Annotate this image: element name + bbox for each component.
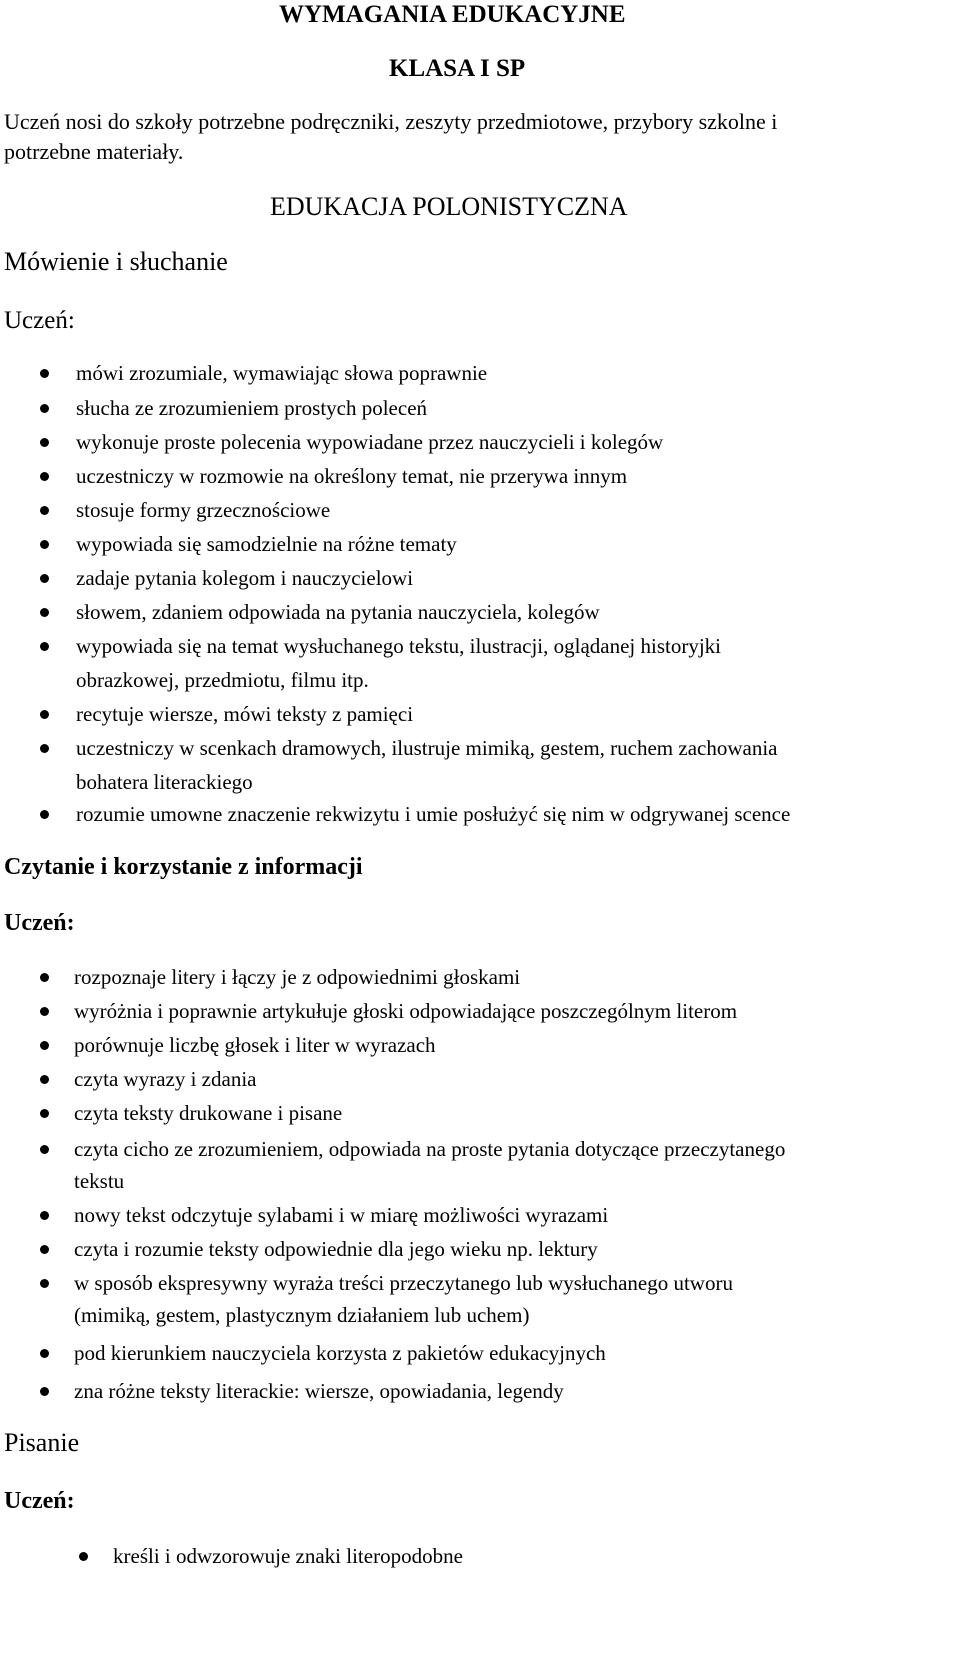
- bullet-icon: [40, 810, 49, 819]
- list-item: wyróżnia i poprawnie artykułuje głoski odpowiadające poszczególnym literom: [74, 999, 738, 1023]
- bullet-icon: [40, 404, 49, 413]
- bullet-icon: [40, 608, 49, 617]
- list-item: pod kierunkiem nauczyciela korzysta z pakietów edukacyjnych: [74, 1341, 606, 1365]
- bullet-icon: [40, 1109, 49, 1118]
- bullet-icon: [40, 973, 49, 982]
- student-label-speaking: Uczeń:: [4, 307, 75, 334]
- bullet-icon: [40, 438, 49, 447]
- student-label-writing: Uczeń:: [4, 1488, 75, 1514]
- bullet-icon: [40, 369, 49, 378]
- section-heading-reading: Czytanie i korzystanie z informacji: [4, 854, 363, 880]
- bullet-icon: [40, 642, 49, 651]
- list-item: wykonuje proste polecenia wypowiadane przez nauczycieli i kolegów: [76, 430, 664, 454]
- intro-line-2: potrzebne materiały.: [4, 139, 184, 164]
- subject-heading: EDUKACJA POLONISTYCZNA: [270, 192, 628, 221]
- bullet-icon: [40, 1349, 49, 1358]
- list-item: słucha ze zrozumieniem prostych poleceń: [76, 396, 428, 420]
- bullet-icon: [79, 1552, 88, 1561]
- list-item: w sposób ekspresywny wyraża treści przeczytanego lub wysłuchanego utworu: [74, 1271, 733, 1295]
- bullet-icon: [40, 710, 49, 719]
- bullet-icon: [40, 506, 49, 515]
- bullet-icon: [40, 1075, 49, 1084]
- list-item: stosuje formy grzecznościowe: [76, 498, 331, 522]
- list-item: mówi zrozumiale, wymawiając słowa poprawnie: [76, 361, 488, 385]
- list-item: słowem, zdaniem odpowiada na pytania nauczyciela, kolegów: [76, 600, 600, 624]
- bullet-icon: [40, 1041, 49, 1050]
- list-item: wypowiada się na temat wysłuchanego tekstu, ilustracji, oglądanej historyjki: [76, 634, 722, 658]
- list-item: recytuje wiersze, mówi teksty z pamięci: [76, 702, 414, 726]
- list-item: zadaje pytania kolegom i nauczycielowi: [76, 566, 414, 590]
- section-heading-writing: Pisanie: [4, 1428, 80, 1457]
- student-label-reading: Uczeń:: [4, 910, 75, 936]
- section-heading-speaking: Mówienie i słuchanie: [4, 247, 228, 276]
- list-item: uczestniczy w rozmowie na określony temat, nie przerywa innym: [76, 464, 628, 488]
- list-item: czyta wyrazy i zdania: [74, 1067, 257, 1091]
- list-item: porównuje liczbę głosek i liter w wyrazach: [74, 1033, 436, 1057]
- list-item: kreśli i odwzorowuje znaki literopodobne: [113, 1544, 463, 1568]
- bullet-icon: [40, 1007, 49, 1016]
- bullet-icon: [40, 472, 49, 481]
- document-title: WYMAGANIA EDUKACYJNE: [279, 1, 626, 28]
- bullet-icon: [40, 1245, 49, 1254]
- bullet-icon: [40, 540, 49, 549]
- list-item: rozumie umowne znaczenie rekwizytu i umie posłużyć się nim w odgrywanej scence: [76, 802, 791, 826]
- intro-line-1: Uczeń nosi do szkoły potrzebne podręczniki, zeszyty przedmiotowe, przybory szkolne i: [4, 109, 778, 134]
- list-item: czyta i rozumie teksty odpowiednie dla jego wieku np. lektury: [74, 1237, 598, 1261]
- list-item: uczestniczy w scenkach dramowych, ilustruje mimiką, gestem, ruchem zachowania: [76, 736, 778, 760]
- list-item: tekstu: [74, 1169, 125, 1193]
- list-item: rozpoznaje litery i łączy je z odpowiednimi głoskami: [74, 965, 521, 989]
- bullet-icon: [40, 1145, 49, 1154]
- bullet-icon: [40, 1211, 49, 1220]
- bullet-icon: [40, 1279, 49, 1288]
- bullet-icon: [40, 744, 49, 753]
- class-label: KLASA I SP: [389, 55, 526, 82]
- list-item: nowy tekst odczytuje sylabami i w miarę możliwości wyrazami: [74, 1203, 609, 1227]
- list-item: wypowiada się samodzielnie na różne tematy: [76, 532, 457, 556]
- list-item: czyta teksty drukowane i pisane: [74, 1101, 343, 1125]
- list-item: zna różne teksty literackie: wiersze, opowiadania, legendy: [74, 1379, 564, 1403]
- list-item: bohatera literackiego: [76, 770, 253, 794]
- bullet-icon: [40, 574, 49, 583]
- list-item: czyta cicho ze zrozumieniem, odpowiada na proste pytania dotyczące przeczytanego: [74, 1137, 786, 1161]
- list-item: (mimiką, gestem, plastycznym działaniem lub uchem): [74, 1303, 530, 1327]
- bullet-icon: [40, 1387, 49, 1396]
- list-item: obrazkowej, przedmiotu, filmu itp.: [76, 668, 369, 692]
